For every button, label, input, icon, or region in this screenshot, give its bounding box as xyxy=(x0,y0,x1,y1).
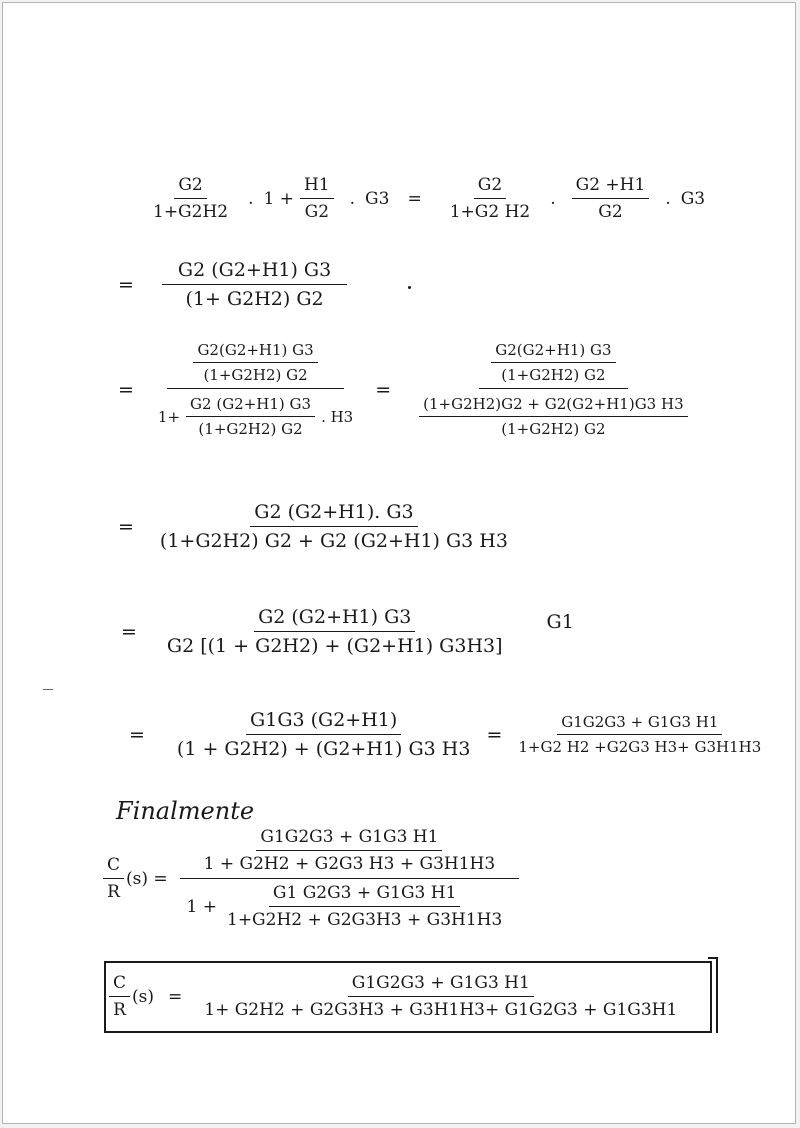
lhs-fraction xyxy=(103,855,124,902)
numerator: G1G2G3 + G1G3 H1 xyxy=(348,973,534,997)
compound-fraction xyxy=(409,341,697,438)
denominator: (1+G2H2) G2 xyxy=(501,420,606,438)
equation-line-2 xyxy=(118,259,353,310)
denominator: 1+G2 H2 +G2G3 H3+ G3H1H3 xyxy=(518,738,762,756)
denominator xyxy=(154,389,357,438)
inner-fraction xyxy=(200,827,500,874)
numerator: G2 xyxy=(474,175,506,199)
fraction xyxy=(514,713,765,756)
numerator: G2(G2+H1) G3 xyxy=(193,341,317,363)
operator: . xyxy=(550,188,556,209)
term: G3 xyxy=(365,188,390,209)
numerator: C xyxy=(109,973,130,997)
fraction xyxy=(163,606,507,657)
denominator: (1+ G2H2) G2 xyxy=(185,288,324,310)
term: 1 + xyxy=(263,188,294,209)
term: . H3 xyxy=(321,407,354,426)
numerator xyxy=(167,341,343,389)
lhs-arg: (s) xyxy=(132,986,155,1007)
numerator: G2 +H1 xyxy=(572,175,650,199)
fraction xyxy=(300,175,334,222)
fraction xyxy=(149,175,232,222)
operator: . xyxy=(248,188,254,209)
equation-line-5 xyxy=(121,606,574,657)
side-note: G1 xyxy=(546,610,574,633)
numerator: G2 (G2+H1) G3 xyxy=(254,606,415,632)
stray-dot xyxy=(408,286,411,289)
equation-line-7 xyxy=(103,827,525,930)
lhs-fraction xyxy=(109,973,130,1020)
equals-sign: = xyxy=(129,723,145,746)
denominator xyxy=(409,389,697,438)
document-page xyxy=(2,2,796,1124)
inner-fraction xyxy=(193,341,317,384)
denominator: (1+G2H2) G2 xyxy=(203,366,308,384)
fraction xyxy=(200,973,681,1020)
term: 1 + xyxy=(186,896,217,917)
term: 1+ xyxy=(157,407,181,426)
inner-fraction xyxy=(186,395,315,438)
finalmente-heading: Finalmente xyxy=(116,797,255,825)
equation-line-3 xyxy=(118,341,704,438)
operator: . xyxy=(665,188,671,209)
equals-sign: = xyxy=(168,986,183,1007)
numerator: G1G2G3 + G1G3 H1 xyxy=(557,713,722,735)
denominator: R xyxy=(113,1000,126,1020)
denominator: 1+G2H2 xyxy=(153,202,229,222)
denominator: R xyxy=(107,882,120,902)
denominator: (1+G2H2) G2 + G2 (G2+H1) G3 H3 xyxy=(159,530,508,552)
numerator: G2 (G2+H1) G3 xyxy=(186,395,315,417)
denominator: 1+G2H2 + G2G3H3 + G3H1H3 xyxy=(227,910,503,930)
equals-sign: = xyxy=(121,620,137,643)
denominator: 1+G2 H2 xyxy=(449,202,531,222)
denominator: (1 + G2H2) + (G2+H1) G3 H3 xyxy=(176,738,471,760)
denominator: 1 + G2H2 + G2G3 H3 + G3H1H3 xyxy=(203,854,496,874)
fraction xyxy=(173,709,475,760)
equation-line-1 xyxy=(143,175,705,222)
numerator: (1+G2H2)G2 + G2(G2+H1)G3 H3 xyxy=(419,395,687,417)
numerator: H1 xyxy=(300,175,334,199)
term: G3 xyxy=(680,188,706,209)
denominator: 1+ G2H2 + G2G3H3 + G3H1H3+ G1G2G3 + G1G3H1 xyxy=(204,1000,678,1020)
inner-fraction xyxy=(419,395,687,438)
equals-sign: = xyxy=(486,723,503,746)
fraction xyxy=(572,175,650,222)
compound-fraction xyxy=(154,341,357,438)
lhs-arg: (s) = xyxy=(126,868,168,889)
equation-line-6 xyxy=(129,709,771,760)
fraction xyxy=(162,259,347,310)
stray-mark xyxy=(43,689,53,690)
denominator: G2 xyxy=(304,202,330,222)
numerator: G1G3 (G2+H1) xyxy=(246,709,401,735)
numerator: G1 G2G3 + G1G3 H1 xyxy=(269,883,460,907)
numerator: G1G2G3 + G1G3 H1 xyxy=(256,827,442,851)
fraction xyxy=(156,501,512,552)
numerator: G2 (G2+H1). G3 xyxy=(250,501,417,527)
fraction xyxy=(446,175,535,222)
numerator: C xyxy=(103,855,124,879)
equation-line-8 xyxy=(109,973,687,1020)
compound-fraction xyxy=(180,827,520,930)
inner-fraction xyxy=(223,883,506,930)
numerator xyxy=(479,341,627,389)
denominator: G2 xyxy=(598,202,623,222)
equals-sign: = xyxy=(118,378,134,401)
denominator xyxy=(183,879,517,930)
denominator: (1+G2H2) G2 xyxy=(501,366,606,384)
denominator: G2 [(1 + G2H2) + (G2+H1) G3H3] xyxy=(166,635,503,657)
numerator: G2(G2+H1) G3 xyxy=(491,341,615,363)
denominator: (1+G2H2) G2 xyxy=(198,420,303,438)
operator: . xyxy=(349,188,356,209)
equals-sign: = xyxy=(407,188,422,209)
equals-sign: = xyxy=(118,515,134,538)
equation-line-4 xyxy=(118,501,518,552)
inner-fraction xyxy=(491,341,615,384)
numerator xyxy=(180,827,520,879)
equals-sign: = xyxy=(118,273,134,296)
numerator: G2 (G2+H1) G3 xyxy=(162,259,347,285)
numerator: G2 xyxy=(174,175,206,199)
equals-sign: = xyxy=(375,378,392,401)
